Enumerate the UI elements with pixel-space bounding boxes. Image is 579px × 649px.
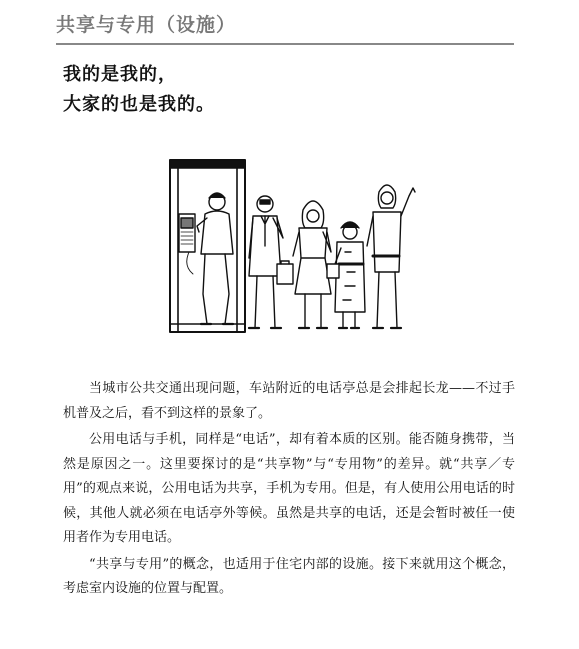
paragraph-2: 公用电话与手机，同样是“电话”，却有着本质的区别。能否随身携带，当然是原因之一。这里要探讨的是“共享物”与“专用物”的差异。就“共享／专用”的观点来说，公用电话为共享，手机为专用。但是，有人使用公用电话的时候，其他人就必须在电话亭外等候。虽然是共享的电话，还是会暂时被任一使用者作为专用电话。 (63, 432, 515, 545)
headline-line-2: 大家的也是我的。 (63, 94, 215, 115)
young-person-waving-icon (367, 185, 415, 328)
phone-booth-queue-icon (165, 152, 420, 342)
section-title: 共享与专用（设施） (56, 14, 237, 36)
title-divider (56, 43, 514, 45)
paragraph-3: “共享与专用”的概念，也适用于住宅内部的设施。接下来就用这个概念，考虑室内设施的位置与配置。 (63, 556, 515, 596)
woman-in-kimono-icon (327, 222, 365, 328)
headline (63, 60, 215, 120)
phone-booth-icon (170, 160, 245, 332)
woman-with-handbag-icon (293, 201, 331, 328)
man-with-briefcase-icon (249, 196, 293, 328)
paragraph-1: 当城市公共交通出现问题，车站附近的电话亭总是会排起长龙——不过手机普及之后，看不到这样的景象了。 (63, 381, 515, 421)
body-text (63, 377, 515, 604)
headline-line-1: 我的是我的， (63, 64, 177, 85)
